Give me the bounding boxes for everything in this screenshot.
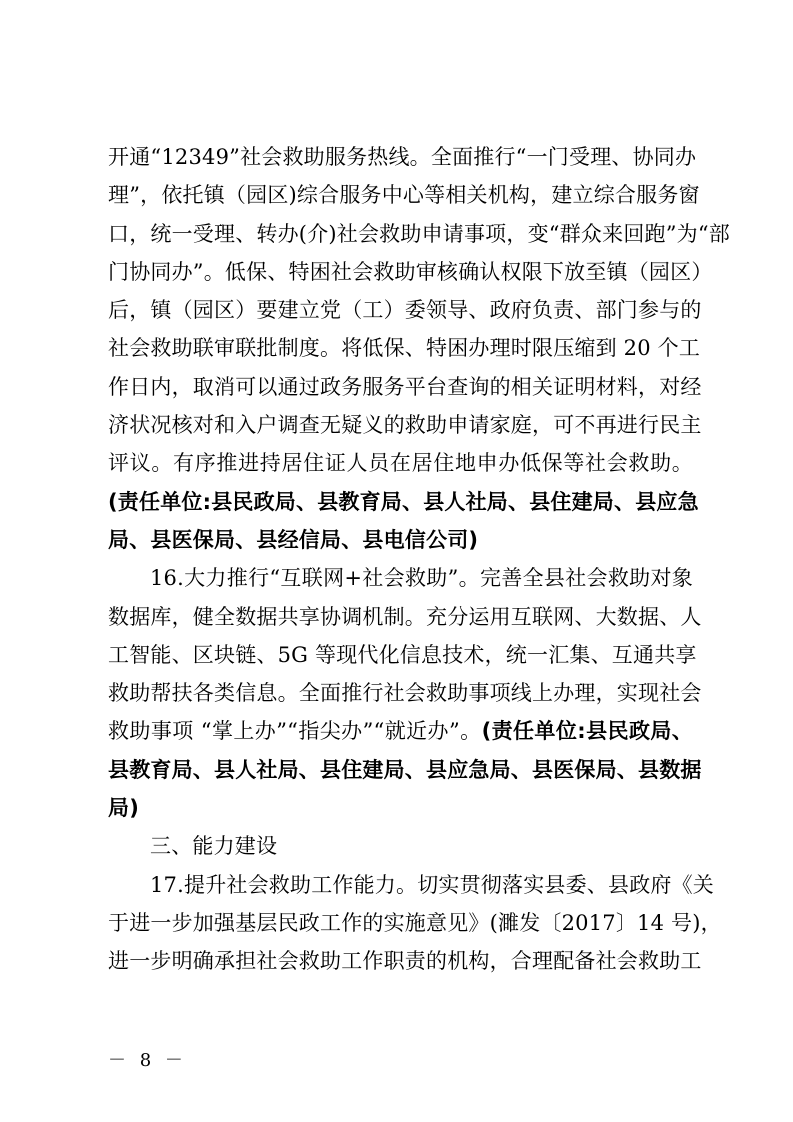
text-line: 评议。有序推进持居住证人员在居住地申办低保等社会救助。 xyxy=(108,451,693,476)
page-number: － 8 － xyxy=(108,1050,187,1071)
text-line: 17.提升社会救助工作能力。切实贯彻落实县委、县政府《关 xyxy=(150,872,714,897)
responsibility-segment: (责任单位:县民政局、 xyxy=(481,719,693,744)
responsibility-line: 局、县医保局、县经信局、县电信公司) xyxy=(108,527,479,552)
section-heading: 三、能力建设 xyxy=(150,834,278,859)
text-line: 进一步明确承担社会救助工作职责的机构，合理配备社会救助工 xyxy=(108,949,702,974)
text-line: 后，镇（园区）要建立党（工）委领导、政府负责、部门参与的 xyxy=(108,298,702,323)
paragraph-internet-assistance xyxy=(108,559,702,827)
text-line: 门协同办”。低保、特困社会救助审核确认权限下放至镇（园区） xyxy=(108,259,713,284)
responsibility-line: (责任单位:县民政局、县教育局、县人社局、县住建局、县应急 xyxy=(108,489,699,514)
text-line: 工智能、区块链、5G 等现代化信息技术，统一汇集、互通共享 xyxy=(108,642,697,667)
text-line: 口，统一受理、转办(介)社会救助申请事项，变“群众来回跑”为“部 xyxy=(108,221,730,246)
text-line: 理”，依托镇（园区)综合服务中心等相关机构，建立综合服务窗 xyxy=(108,183,700,208)
text-line: 救助帮扶各类信息。全面推行社会救助事项线上办理，实现社会 xyxy=(108,681,702,706)
text-line: 数据库，健全数据共享协调机制。充分运用互联网、大数据、人 xyxy=(108,604,702,629)
text-segment: 救助事项 “掌上办”“指尖办”“就近办”。 xyxy=(108,719,482,744)
text-line: 开通“12349”社会救助服务热线。全面推行“一门受理、协同办 xyxy=(108,145,697,169)
text-line: 社会救助联审联批制度。将低保、特困办理时限压缩到 20 个工 xyxy=(108,336,701,361)
text-line: 于进一步加强基层民政工作的实施意见》(濉发〔2017〕14 号)， xyxy=(108,910,722,935)
responsibility-line: 县教育局、县人社局、县住建局、县应急局、县医保局、县数据 xyxy=(108,757,702,782)
text-line-mixed xyxy=(108,712,693,750)
paragraph-capacity xyxy=(108,866,722,981)
paragraph-hotline xyxy=(108,138,730,559)
text-line: 济状况核对和入户调查无疑义的救助申请家庭，可不再进行民主 xyxy=(108,413,702,438)
text-line: 作日内，取消可以通过政务服务平台查询的相关证明材料，对经 xyxy=(108,374,702,399)
text-line: 16.大力推行“互联网+社会救助”。完善全县社会救助对象 xyxy=(150,566,693,591)
document-body xyxy=(108,138,730,981)
responsibility-line: 局) xyxy=(108,796,139,821)
